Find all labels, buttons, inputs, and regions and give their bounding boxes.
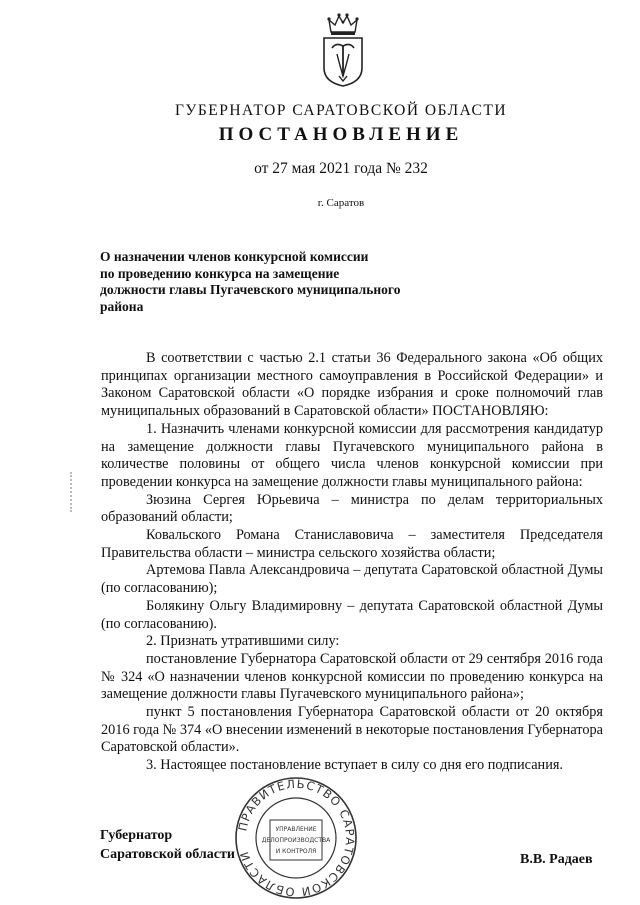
member-kovalsky: Ковальского Романа Станиславовича – заместителя Председателя Правительства области – министра сельского хозяйства области; [101, 527, 603, 561]
seal-inner-line: И КОНТРОЛЯ [275, 848, 317, 855]
document-type-title: ПОСТАНОВЛЕНИЕ [218, 124, 464, 145]
signatory-name: В.В. Радаев [520, 852, 593, 867]
member-bolyakina: Болякину Ольгу Владимировну – депутата Саратовской областной Думы (по согласованию). [101, 597, 603, 632]
official-seal-stamp [226, 776, 366, 901]
member-artemov: Артемова Павла Александровича – депутата Саратовской областной Думы (по согласованию); [101, 562, 603, 597]
seal-outer-text: ПРАВИТЕЛЬСТВО САРАТОВСКОЙ ОБЛАСТИ [235, 776, 358, 900]
body-paragraph-item-2: 2. Признать утратившими силу: [146, 633, 340, 650]
body-paragraph-preamble: В соответствии с частью 2.1 статьи 36 Федерального закона «Об общих принципах организации местного самоуправления в Российской Федерации» и Законом Саратовской области «О порядке избрания и сроке полномочий глав муниципальных образований в Саратовской области» ПОСТАНОВЛЯЮ: [101, 350, 603, 420]
seal-inner-line: ДЕЛОПРОИЗВОДСТВА [261, 837, 331, 844]
member-zyuzin: Зюзина Сергея Юрьевича – министра по делам территориальных образований области; [101, 491, 603, 526]
body-paragraph-item-1: 1. Назначить членами конкурсной комиссии для рассмотрения кандидатур на замещение должности главы Пугачевского муниципального района в количестве половины от общего числа членов конкурсной комиссии при проведении конкурса на замещение должности главы муниципального района: [101, 420, 603, 490]
signatory-position-line: Саратовской области [100, 847, 235, 862]
subject-line: должности главы Пугачевского муниципального [100, 282, 401, 297]
repealed-act-2: пункт 5 постановления Губернатора Саратовской области от 20 октября 2016 года № 374 «О внесении изменений в некоторые постановления Губернатора Саратовской области». [101, 704, 603, 756]
saratov-coat-of-arms-icon [318, 10, 368, 88]
body-paragraph-item-3: 3. Настоящее постановление вступает в силу со дня его подписания. [146, 757, 563, 774]
subject-line: по проведению конкурса на замещение [100, 265, 340, 281]
document-date-number: от 27 мая 2021 года № 232 [254, 160, 428, 177]
signatory-position [100, 826, 235, 864]
signatory-position-line: Губернатор [100, 828, 173, 843]
subject-line: О назначении членов конкурсной комиссии [100, 249, 369, 264]
seal-inner-line: УПРАВЛЕНИЕ [275, 826, 317, 833]
issuer-heading: ГУБЕРНАТОР САРАТОВСКОЙ ОБЛАСТИ [174, 102, 508, 119]
document-city: г. Саратов [317, 197, 365, 209]
document-body [101, 350, 603, 775]
document-subject [100, 249, 418, 315]
subject-line: района [100, 298, 144, 314]
margin-mark [70, 472, 75, 512]
repealed-act-1: постановление Губернатора Саратовской области от 29 сентября 2016 года № 324 «О назначении членов конкурсной комиссии по проведению конкурса на замещение должности главы Пугачевского муниципального района»; [101, 650, 603, 703]
